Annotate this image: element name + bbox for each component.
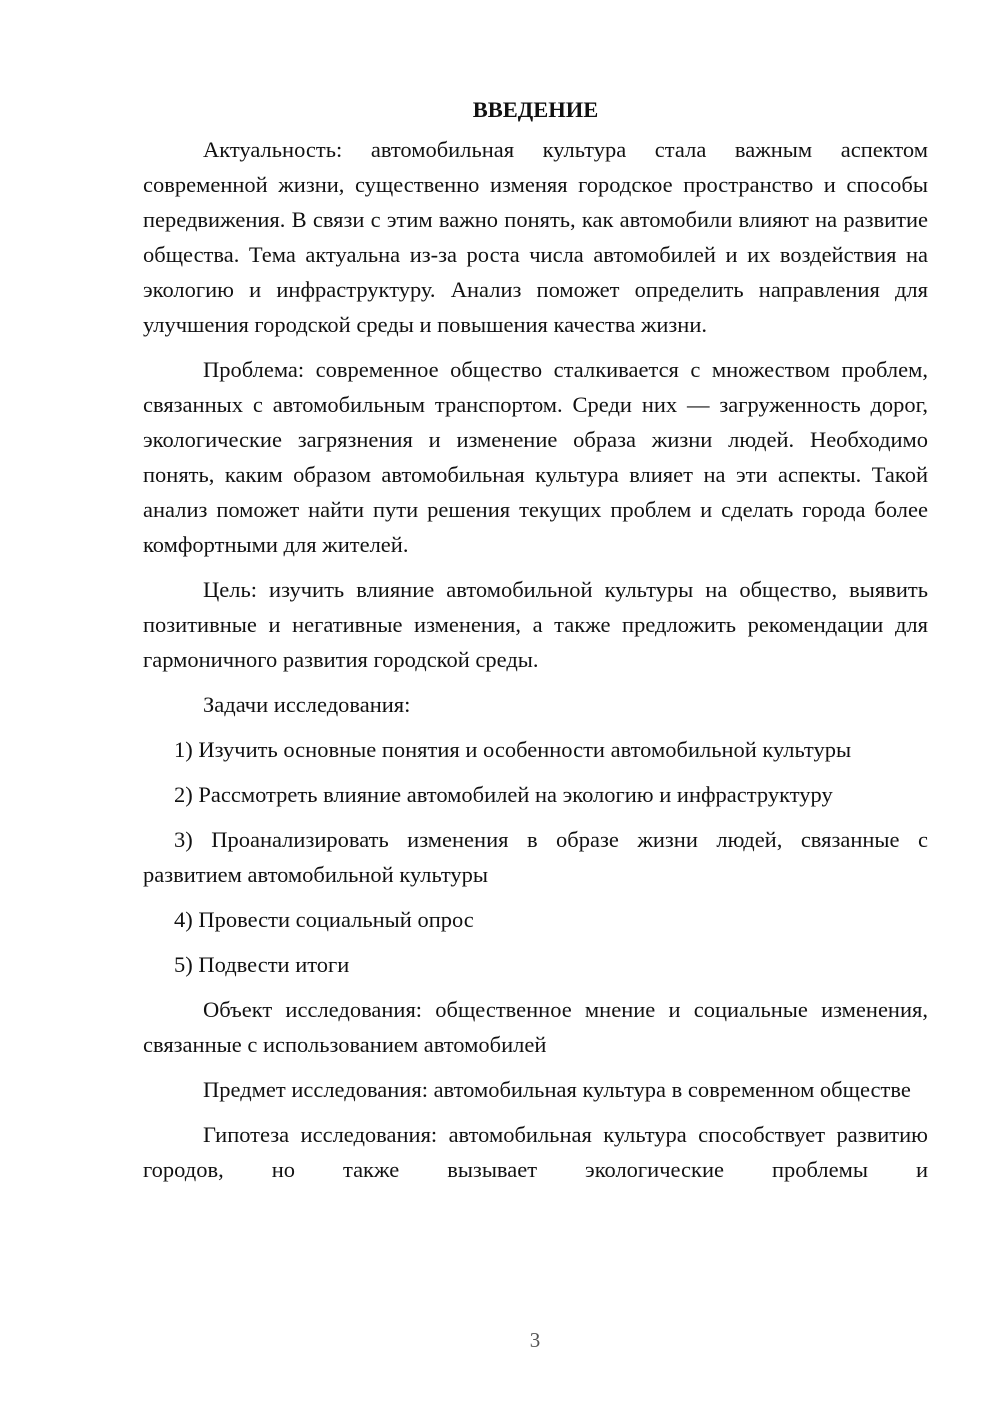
tasks-list [143, 732, 928, 982]
list-item: 2) Рассмотреть влияние автомобилей на экологию и инфраструктуру [174, 782, 833, 807]
list-item: 1) Изучить основные понятия и особенности автомобильной культуры [174, 737, 852, 762]
subject-paragraph: Предмет исследования: автомобильная культура в современном обществе [203, 1077, 911, 1102]
page-title: ВВЕДЕНИЕ [472, 97, 599, 122]
tasks-heading: Задачи исследования: [203, 692, 411, 717]
list-item: 4) Провести социальный опрос [174, 907, 474, 932]
list-item: 3) Проанализировать изменения в образе жизни людей, связанные с развитием автомобильной культуры [143, 827, 928, 887]
relevance-paragraph: Актуальность: автомобильная культура стала важным аспектом современной жизни, существенно изменяя городское пространство и способы передвижения. В связи с этим важно понять, как автомобили влияют на развитие общества. Тема актуальна из-за роста числа автомобилей и их воздействия на экологию и инфраструктуру. Анализ поможет определить направления для улучшения городской среды и повышения качества жизни. [143, 137, 928, 337]
object-paragraph: Объект исследования: общественное мнение и социальные изменения, связанные с использованием автомобилей [143, 997, 928, 1057]
goal-paragraph: Цель: изучить влияние автомобильной культуры на общество, выявить позитивные и негативные изменения, а также предложить рекомендации для гармоничного развития городской среды. [143, 577, 928, 672]
page-number: 3 [529, 1328, 541, 1352]
document-page [143, 92, 928, 1197]
hypothesis-paragraph: Гипотеза исследования: автомобильная культура способствует развитию городов, но также вызывает экологические проблемы и [143, 1122, 928, 1182]
list-item: 5) Подвести итоги [174, 952, 350, 977]
problem-paragraph: Проблема: современное общество сталкивается с множеством проблем, связанных с автомобильным транспортом. Среди них — загруженность дорог, экологические загрязнения и изменение образа жизни людей. Необходимо понять, каким образом автомобильная культура влияет на эти аспекты. Такой анализ поможет найти пути решения текущих проблем и сделать города более комфортными для жителей. [143, 357, 928, 557]
